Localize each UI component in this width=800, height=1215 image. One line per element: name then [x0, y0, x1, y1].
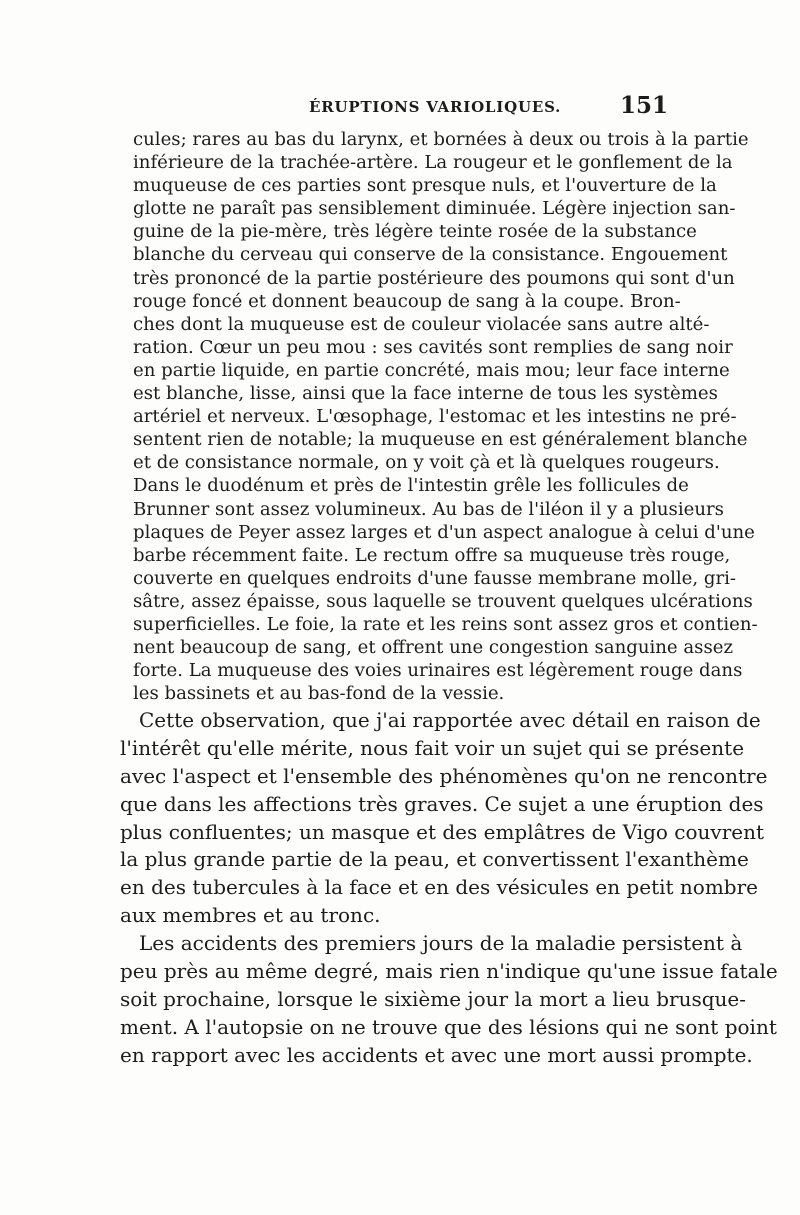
text-line: plaques de Peyer assez larges et d'un aspect analogue à celui d'une: [133, 521, 755, 543]
text-line: en rapport avec les accidents et avec une mort aussi prompte.: [120, 1042, 753, 1067]
autopsy-report-text: [133, 128, 758, 705]
text-line: nent beaucoup de sang, et offrent une congestion sanguine assez: [133, 637, 733, 659]
text-line: Brunner sont assez volumineux. Au bas de l'iléon il y a plusieurs: [133, 498, 724, 520]
text-line: sâtre, assez épaisse, sous laquelle se trouvent quelques ulcérations: [133, 590, 753, 612]
text-line: Dans le duodénum et près de l'intestin grêle les follicules de: [133, 475, 689, 497]
text-line: couverte en quelques endroits d'une fausse membrane molle, gri-: [133, 567, 737, 589]
text-line: superficielles. Le foie, la rate et les reins sont assez gros et contien-: [133, 613, 758, 635]
text-line: rouge foncé et donnent beaucoup de sang à la coupe. Bron-: [133, 290, 681, 312]
text-line: barbe récemment faite. Le rectum offre sa muqueuse très rouge,: [133, 544, 731, 566]
text-line: blanche du cerveau qui conserve de la consistance. Engouement: [133, 244, 728, 266]
text-line: forte. La muqueuse des voies urinaires est légèrement rouge dans: [133, 660, 743, 682]
text-line: sentent rien de notable; la muqueuse en est généralement blanche: [133, 429, 748, 451]
commentary-text: [120, 706, 778, 1069]
text-line: avec l'aspect et l'ensemble des phénomènes qu'on ne rencontre: [120, 763, 768, 788]
text-line: est blanche, lisse, ainsi que la face interne de tous les systèmes: [133, 383, 718, 405]
text-line: la plus grande partie de la peau, et convertissent l'exanthème: [120, 847, 749, 872]
running-header: [132, 92, 668, 122]
text-line: inférieure de la trachée-artère. La rougeur et le gonflement de la: [133, 152, 733, 174]
text-line: l'intérêt qu'elle mérite, nous fait voir un sujet qui se présente: [120, 735, 745, 760]
text-line: artériel et nerveux. L'œsophage, l'estomac et les intestins ne pré-: [133, 406, 737, 428]
text-line: peu près au même degré, mais rien n'indique qu'une issue fatale: [120, 959, 778, 984]
text-line: ration. Cœur un peu mou : ses cavités sont remplies de sang noir: [133, 336, 733, 358]
text-line: muqueuse de ces parties sont presque nuls, et l'ouverture de la: [133, 175, 717, 197]
text-line: glotte ne paraît pas sensiblement diminuée. Légère injection san-: [133, 198, 736, 220]
text-line: très prononcé de la partie postérieure des poumons qui sont d'un: [133, 267, 735, 289]
text-line: ment. A l'autopsie on ne trouve que des lésions qui ne sont point: [120, 1014, 777, 1039]
text-line: les bassinets et au bas-fond de la vessie.: [133, 683, 505, 705]
text-line: plus confluentes; un masque et des emplâtres de Vigo couvrent: [120, 819, 765, 844]
text-line: en partie liquide, en partie concrété, mais mou; leur face interne: [133, 359, 730, 381]
page-number: 151: [619, 92, 668, 119]
running-title: ÉRUPTIONS VARIOLIQUES.: [309, 98, 562, 116]
text-line: que dans les affections très graves. Ce sujet a une éruption des: [120, 791, 764, 816]
text-line: cules; rares au bas du larynx, et bornées à deux ou trois à la partie: [133, 129, 749, 150]
text-line: Les accidents des premiers jours de la maladie persistent à: [139, 931, 743, 956]
text-line: guine de la pie-mère, très légère teinte rosée de la substance: [133, 221, 697, 243]
text-line: ches dont la muqueuse est de couleur violacée sans autre alté-: [133, 313, 710, 335]
text-line: aux membres et au tronc.: [120, 903, 381, 928]
text-line: soit prochaine, lorsque le sixième jour la mort a lieu brusque-: [120, 986, 747, 1011]
text-line: et de consistance normale, on y voit çà et là quelques rougeurs.: [133, 452, 720, 474]
text-line: Cette observation, que j'ai rapportée avec détail en raison de: [139, 708, 761, 732]
text-line: en des tubercules à la face et en des vésicules en petit nombre: [120, 875, 758, 900]
